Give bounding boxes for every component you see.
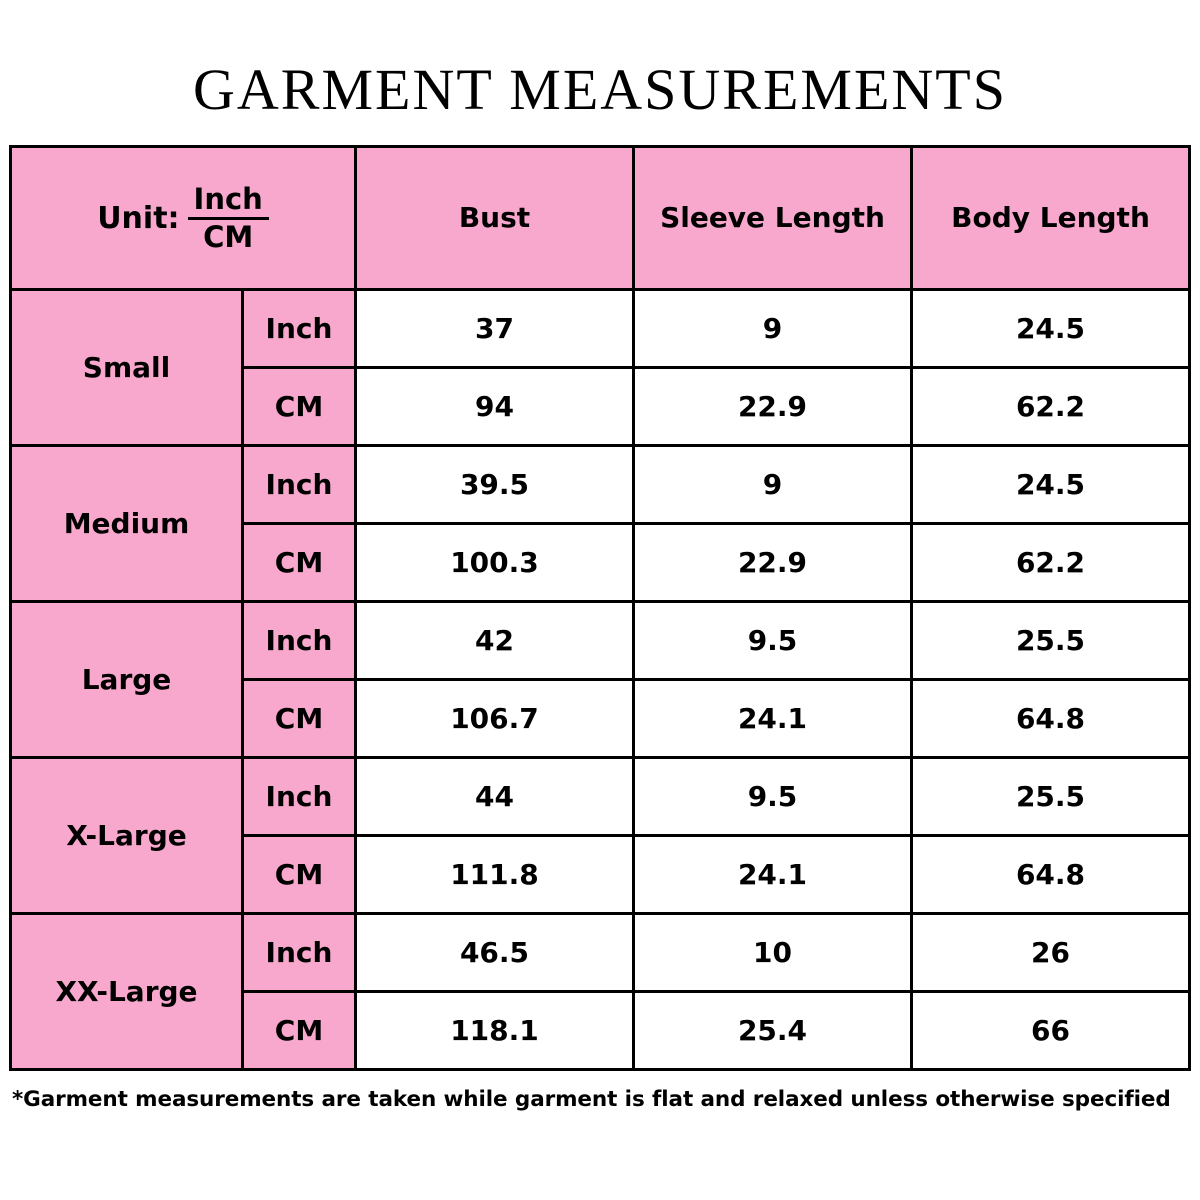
table-row (11, 602, 1190, 680)
size-label-large: Large (11, 602, 243, 758)
unit-fraction (188, 184, 269, 252)
cell-medium-cm-sleeve: 22.9 (634, 524, 912, 602)
unit-cell-inch: Inch (243, 914, 356, 992)
size-label-medium: Medium (11, 446, 243, 602)
unit-cell-cm: CM (243, 680, 356, 758)
unit-cell-cm: CM (243, 368, 356, 446)
unit-header-cell (11, 147, 356, 290)
cell-x-large-inch-sleeve: 9.5 (634, 758, 912, 836)
table-row (11, 290, 1190, 368)
table-header-row (11, 147, 1190, 290)
cell-medium-cm-body: 62.2 (912, 524, 1190, 602)
cell-x-large-inch-bust: 44 (356, 758, 634, 836)
cell-small-cm-sleeve: 22.9 (634, 368, 912, 446)
unit-label: Unit: (97, 200, 180, 236)
cell-xx-large-cm-bust: 118.1 (356, 992, 634, 1070)
cell-large-cm-body: 64.8 (912, 680, 1190, 758)
cell-xx-large-cm-sleeve: 25.4 (634, 992, 912, 1070)
garment-measurements-table (9, 145, 1191, 1071)
table-row (11, 446, 1190, 524)
cell-medium-cm-bust: 100.3 (356, 524, 634, 602)
size-label-xx-large: XX-Large (11, 914, 243, 1070)
size-label-small: Small (11, 290, 243, 446)
unit-cell-inch: Inch (243, 446, 356, 524)
cell-large-inch-body: 25.5 (912, 602, 1190, 680)
cell-small-inch-bust: 37 (356, 290, 634, 368)
cell-medium-inch-sleeve: 9 (634, 446, 912, 524)
cell-large-cm-bust: 106.7 (356, 680, 634, 758)
cell-xx-large-inch-bust: 46.5 (356, 914, 634, 992)
column-header-body-length: Body Length (912, 147, 1190, 290)
unit-cell-inch: Inch (243, 290, 356, 368)
cell-xx-large-inch-sleeve: 10 (634, 914, 912, 992)
cell-x-large-inch-body: 25.5 (912, 758, 1190, 836)
column-header-sleeve-length: Sleeve Length (634, 147, 912, 290)
column-header-bust: Bust (356, 147, 634, 290)
cell-x-large-cm-sleeve: 24.1 (634, 836, 912, 914)
size-label-x-large: X-Large (11, 758, 243, 914)
cell-small-inch-body: 24.5 (912, 290, 1190, 368)
unit-denominator: CM (203, 219, 254, 254)
unit-numerator: Inch (193, 182, 263, 217)
cell-large-inch-sleeve: 9.5 (634, 602, 912, 680)
unit-cell-inch: Inch (243, 758, 356, 836)
page-title: GARMENT MEASUREMENTS (193, 57, 1007, 122)
cell-small-cm-body: 62.2 (912, 368, 1190, 446)
cell-medium-inch-bust: 39.5 (356, 446, 634, 524)
footnote: *Garment measurements are taken while garment is flat and relaxed unless otherwise specified (12, 1087, 1171, 1112)
unit-cell-cm: CM (243, 992, 356, 1070)
unit-cell-cm: CM (243, 836, 356, 914)
cell-x-large-cm-bust: 111.8 (356, 836, 634, 914)
cell-xx-large-cm-body: 66 (912, 992, 1190, 1070)
cell-large-cm-sleeve: 24.1 (634, 680, 912, 758)
table-row (11, 914, 1190, 992)
table-row (11, 758, 1190, 836)
cell-xx-large-inch-body: 26 (912, 914, 1190, 992)
unit-cell-inch: Inch (243, 602, 356, 680)
unit-cell-cm: CM (243, 524, 356, 602)
cell-small-cm-bust: 94 (356, 368, 634, 446)
cell-large-inch-bust: 42 (356, 602, 634, 680)
cell-medium-inch-body: 24.5 (912, 446, 1190, 524)
cell-small-inch-sleeve: 9 (634, 290, 912, 368)
cell-x-large-cm-body: 64.8 (912, 836, 1190, 914)
